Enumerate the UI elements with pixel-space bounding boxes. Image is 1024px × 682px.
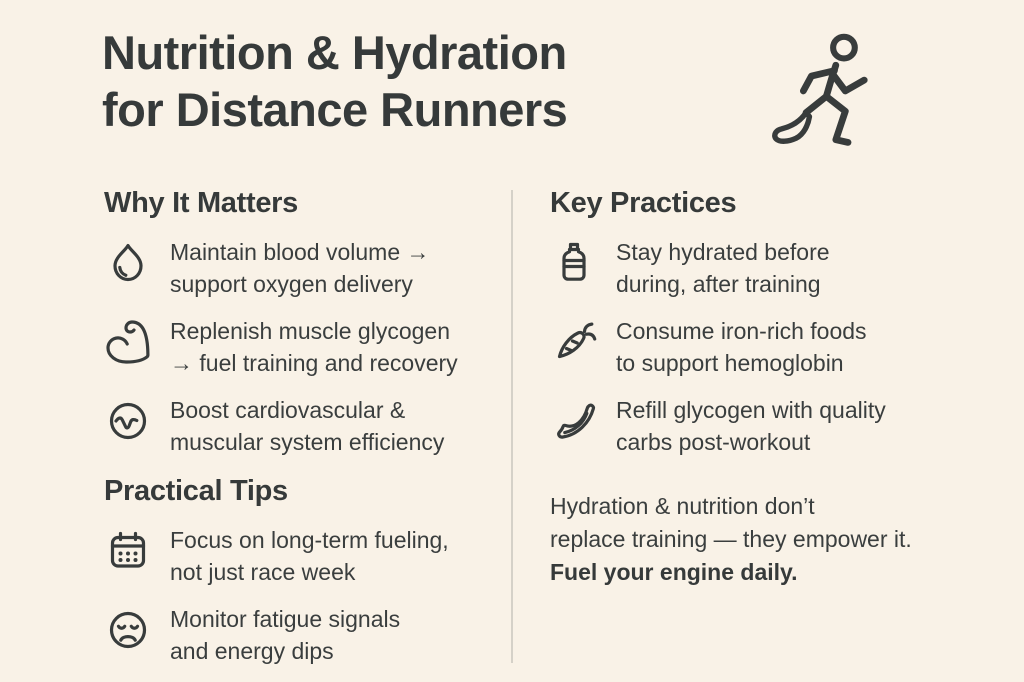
left-column — [104, 186, 512, 682]
list-item-glycogen — [104, 316, 512, 379]
page-title — [102, 24, 567, 138]
item-line: Monitor fatigue signals — [170, 606, 401, 632]
item-text — [616, 237, 830, 300]
page-title-line1: Nutrition & Hydration — [102, 26, 567, 79]
content-columns — [104, 186, 1024, 682]
list-item-cardio — [104, 395, 512, 458]
closing-note-line2: replace training — they empower it. — [550, 526, 912, 552]
item-text — [170, 237, 430, 300]
item-line: Maintain blood volume → — [170, 239, 430, 265]
closing-note-line1: Hydration & nutrition don’t — [550, 493, 815, 519]
item-line: Boost cardiovascular & — [170, 397, 406, 423]
item-line: Stay hydrated before — [616, 239, 830, 265]
list-item-long-term-fueling — [104, 525, 512, 588]
list-item-hydrated — [550, 237, 1024, 300]
closing-note — [550, 490, 1024, 589]
item-line: Replenish muscle glycogen — [170, 318, 450, 344]
item-text — [170, 316, 458, 379]
item-line: → fuel training and recovery — [170, 349, 458, 376]
heart-pulse-icon — [104, 397, 152, 445]
water-bottle-icon — [550, 239, 598, 287]
runner-icon — [760, 28, 890, 162]
carrot-icon — [550, 318, 598, 366]
item-line: and energy dips — [170, 637, 334, 664]
item-line: not just race week — [170, 558, 356, 585]
page-title-line2: for Distance Runners — [102, 83, 568, 136]
right-column — [512, 186, 1024, 589]
item-line: to support hemoglobin — [616, 349, 844, 376]
closing-note-line3: Fuel your engine daily. — [550, 559, 798, 585]
item-line: Consume iron-rich foods — [616, 318, 867, 344]
item-line: carbs post-workout — [616, 428, 811, 455]
item-line: during, after training — [616, 270, 821, 297]
section-title-practical-tips: Practical Tips — [104, 475, 288, 507]
calendar-icon — [104, 527, 152, 575]
flexed-biceps-icon — [104, 318, 152, 366]
item-text — [616, 316, 867, 379]
item-line: muscular system efficiency — [170, 428, 445, 455]
item-text — [170, 525, 449, 588]
tired-face-icon — [104, 606, 152, 654]
item-line: Refill glycogen with quality — [616, 397, 886, 423]
banana-icon — [550, 397, 598, 445]
item-line: Focus on long-term fueling, — [170, 527, 449, 553]
list-item-blood-volume — [104, 237, 512, 300]
list-item-fatigue — [104, 604, 512, 667]
list-item-refill-glycogen — [550, 395, 1024, 458]
water-drop-icon — [104, 239, 152, 287]
item-text — [170, 395, 444, 458]
section-title-key-practices: Key Practices — [550, 187, 737, 219]
item-text — [170, 604, 400, 667]
item-line: support oxygen delivery — [170, 270, 413, 297]
item-text — [616, 395, 886, 458]
list-item-iron-foods — [550, 316, 1024, 379]
section-title-why-it-matters: Why It Matters — [104, 187, 298, 219]
